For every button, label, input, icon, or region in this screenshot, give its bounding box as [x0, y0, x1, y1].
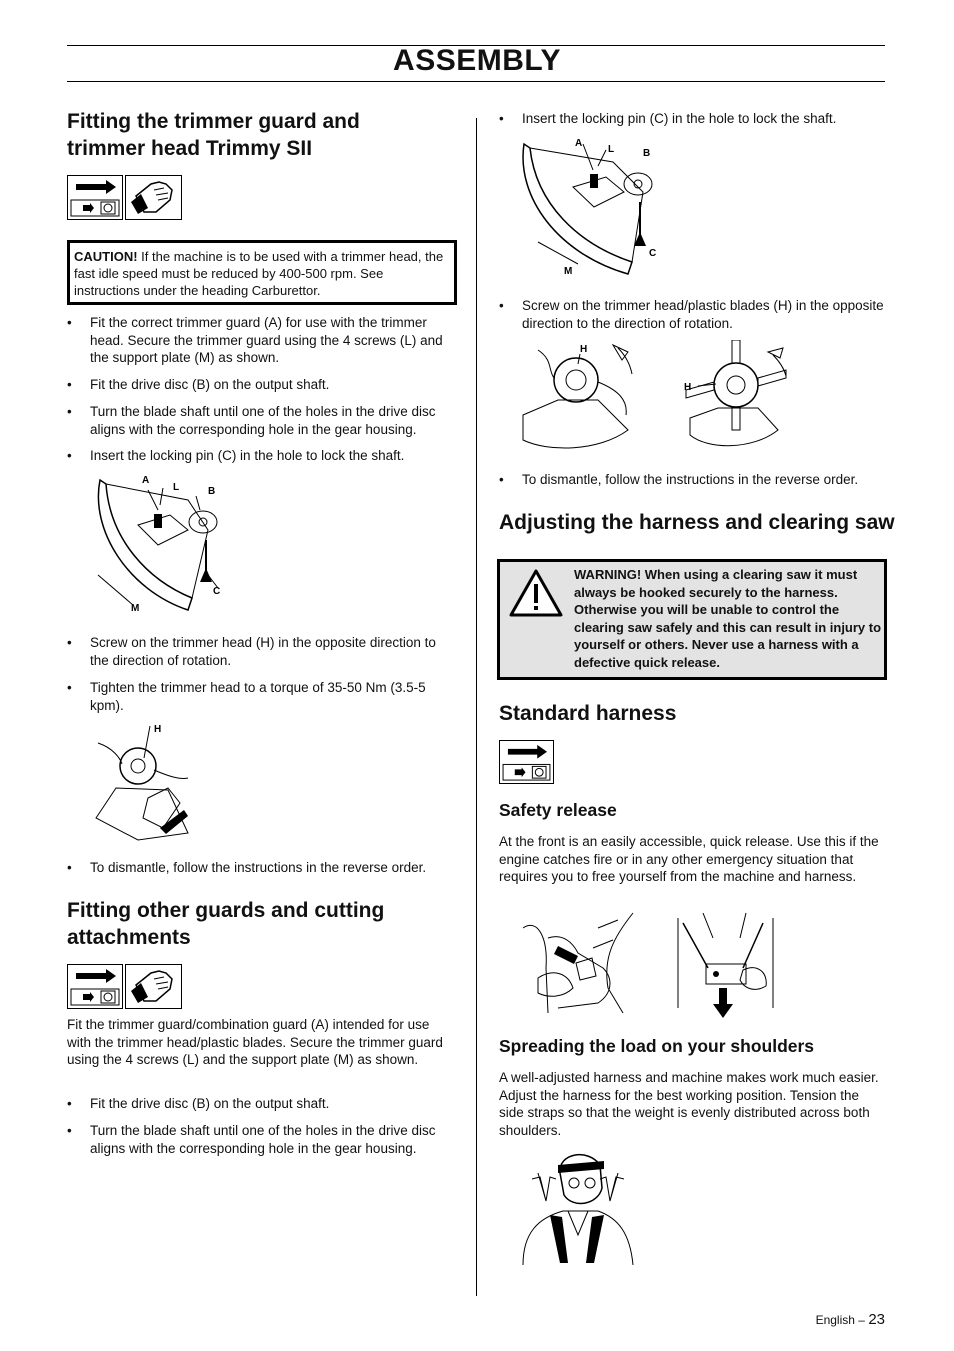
label-a: A [142, 475, 150, 486]
protective-glove-icon [125, 964, 182, 1009]
trimmer-guard-illustration [88, 470, 238, 615]
protective-glove-icon [125, 175, 182, 220]
subsection-title-text: Spreading the load on your shoulders [499, 1036, 815, 1056]
trimmer-head-and-blades-illustration [518, 340, 793, 455]
title-underline [67, 81, 885, 82]
warning-box [497, 559, 887, 680]
list-item [67, 859, 453, 877]
label-b: B [643, 148, 651, 159]
section-title-other-guards [67, 897, 384, 951]
combination-guard-illustration [518, 132, 668, 277]
body-paragraph: Fit the trimmer guard/combination guard (A) intended for use with the trimmer head/plastic blades. Secure the trimmer guard using the 4 screws (L) and the support plate (M) as shown. [67, 1017, 443, 1067]
column-divider [476, 118, 477, 1296]
list-item-text: Insert the locking pin (C) in the hole to lock the shaft. [90, 448, 405, 463]
bullet: • [67, 448, 72, 463]
subsection-title-spreading-load [499, 1036, 814, 1057]
list-item [67, 1122, 453, 1157]
bullet: • [499, 111, 504, 126]
list-item [499, 471, 907, 489]
footer-language: English [815, 1313, 855, 1327]
bullet: • [499, 298, 504, 313]
label-a: A [575, 138, 583, 149]
section-title-text: Adjusting the harness and clearing saw [499, 511, 895, 534]
list-item [67, 634, 453, 669]
list-item [67, 679, 453, 714]
list-item-text: Turn the blade shaft until one of the holes in the drive disc aligns with the corresponding hole in the gear housing. [90, 404, 436, 437]
label-c: C [213, 586, 221, 597]
list-item-text: To dismantle, follow the instructions in the reverse order. [90, 860, 427, 875]
section-title-text: Standard harness [499, 702, 677, 725]
list-item-text: Turn the blade shaft until one of the holes in the drive disc aligns with the corresponding hole in the gear housing. [90, 1123, 436, 1156]
warning-triangle-icon [508, 568, 564, 618]
list-item [67, 314, 453, 367]
list-item [67, 1095, 453, 1113]
list-item-text: Fit the drive disc (B) on the output shaft. [90, 377, 330, 392]
read-manual-icon [499, 740, 554, 784]
label-m: M [131, 603, 140, 614]
list-item-text: Insert the locking pin (C) in the hole to lock the shaft. [522, 111, 837, 126]
bullet: • [67, 680, 72, 695]
label-c: C [649, 248, 657, 259]
bullet: • [67, 1096, 72, 1111]
subsection-title-text: Safety release [499, 800, 617, 820]
section-title-line: Fitting the trimmer guard and [67, 110, 360, 133]
list-item-text: Screw on the trimmer head (H) in the opposite direction to the direction of rotation. [90, 635, 436, 668]
bullet: • [67, 860, 72, 875]
footer-separator: – [858, 1313, 865, 1327]
list-item-text: Screw on the trimmer head/plastic blades (H) in the opposite direction to the direction of rotation. [522, 298, 884, 331]
section-title-line: Fitting other guards and cutting [67, 899, 385, 922]
bullet: • [67, 377, 72, 392]
list-item-text: Fit the drive disc (B) on the output shaft. [90, 1096, 330, 1111]
bullet: • [67, 404, 72, 419]
subsection-title-safety-release [499, 800, 617, 821]
read-manual-icon [67, 964, 123, 1009]
page-title: ASSEMBLY [393, 44, 561, 77]
list-item [67, 376, 453, 394]
bullet: • [499, 472, 504, 487]
safety-release-illustration [518, 908, 788, 1018]
bullet: • [67, 635, 72, 650]
section-title-trimmer-guard [67, 108, 360, 162]
section-title-line: trimmer head Trimmy SII [67, 137, 313, 160]
page-number: 23 [868, 1311, 885, 1328]
label-h: H [580, 344, 588, 355]
caution-box [67, 240, 457, 305]
list-item-text: Tighten the trimmer head to a torque of 35-50 Nm (3.5-5 kpm). [90, 680, 426, 713]
label-l: L [608, 144, 615, 155]
label-l: L [173, 482, 180, 493]
label-h: H [154, 724, 162, 735]
section-title-line: attachments [67, 926, 191, 949]
caution-label: CAUTION! [74, 249, 138, 264]
list-item-text: Fit the correct trimmer guard (A) for use with the trimmer head. Secure the trimmer guard using the 4 screws (L) and the support plate (M) as shown. [90, 315, 443, 365]
label-h: H [684, 382, 692, 393]
list-item [67, 447, 453, 465]
body-paragraph: At the front is an easily accessible, quick release. Use this if the engine catches fire or in any other emergency situation that requires you to free yourself from the machine and harness. [499, 834, 879, 884]
body-paragraph: A well-adjusted harness and machine makes work much easier. Adjust the harness for the best working position. Tension the side straps so that the weight is evenly distributed across both shoulders. [499, 1070, 879, 1138]
list-item [499, 297, 887, 332]
section-title-standard-harness [499, 700, 676, 727]
bullet: • [67, 315, 72, 330]
caution-text: If the machine is to be used with a trimmer head, the fast idle speed must be reduced by 400-500 rpm. See instructions under the heading Carburettor. [74, 249, 444, 298]
page-footer [816, 1311, 885, 1328]
label-b: B [208, 486, 216, 497]
bullet: • [67, 1123, 72, 1138]
shoulder-harness-illustration [518, 1143, 638, 1270]
read-manual-icon [67, 175, 123, 220]
section-title-adjusting-harness [499, 509, 895, 536]
list-item [499, 110, 887, 128]
list-item [67, 403, 453, 438]
list-item-text: To dismantle, follow the instructions in the reverse order. [522, 472, 859, 487]
trimmer-head-illustration [88, 718, 198, 843]
warning-text: WARNING! When using a clearing saw it must always be hooked securely to the harness. Otherwise you will be unable to control the clearing saw safely and this can result in injury to yourself or others. Never use a harness with a defective quick release. [574, 567, 882, 670]
label-m: M [564, 266, 573, 277]
